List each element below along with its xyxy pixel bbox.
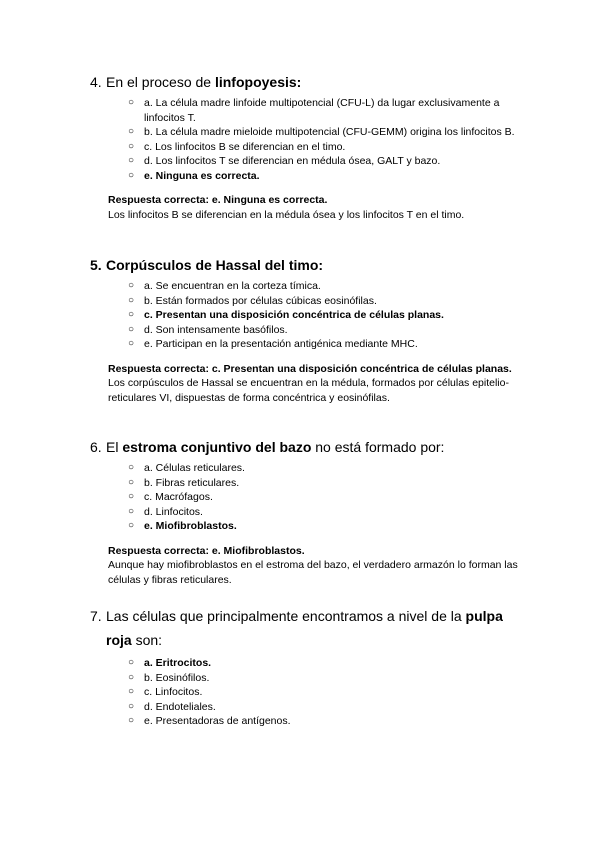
option-d [128, 154, 530, 169]
question-6 [90, 437, 530, 587]
bullet-circle-icon: ○ [128, 657, 135, 668]
bullet-circle-icon: ○ [128, 155, 135, 166]
option-b [128, 294, 530, 309]
answer-label: Respuesta correcta: e. Ninguna es correcta. [108, 194, 328, 206]
option-c [128, 685, 530, 700]
option-a [128, 461, 530, 476]
question-number: 4. [90, 74, 102, 90]
option-text: b. Eosinófilos. [144, 671, 210, 684]
option-text: c. Macrófagos. [144, 491, 213, 503]
question-title [90, 437, 530, 457]
answer-explanation: Los linfocitos B se diferencian en la médula ósea y los linfocitos T en el timo. [108, 208, 465, 221]
title-bold-text: pulpa roja [106, 608, 503, 648]
title-bold-text: Corpúsculos de Hassal del timo: [106, 257, 324, 273]
title-bold-text: linfopoyesis: [214, 74, 302, 90]
bullet-circle-icon: ○ [128, 294, 135, 306]
bullet-circle-icon: ○ [128, 715, 135, 726]
option-text: e. Miofibroblastos. [144, 520, 237, 532]
option-text: a. Se encuentran en la corteza tímica. [144, 280, 321, 292]
bullet-circle-icon: ○ [128, 491, 135, 502]
bullet-circle-icon: ○ [128, 462, 135, 473]
option-b [128, 476, 530, 491]
title-text: Las células que principalmente encontramos a nivel de la [106, 608, 466, 624]
option-a [128, 96, 530, 125]
question-text [106, 255, 530, 275]
option-text: b. Están formados por células cúbicas eosinófilas. [144, 294, 377, 307]
option-d [128, 323, 530, 338]
title-bold-text: estroma conjuntivo del bazo [122, 439, 312, 455]
option-d [128, 700, 530, 715]
options-list [90, 461, 530, 534]
bullet-circle-icon: ○ [128, 671, 135, 683]
option-text: a. Células reticulares. [144, 462, 245, 474]
answer-block [90, 362, 530, 406]
question-title [90, 255, 530, 275]
options-list [90, 96, 530, 183]
option-a [128, 656, 530, 671]
question-text [106, 72, 530, 92]
option-b [128, 125, 530, 140]
question-number: 6. [90, 439, 102, 455]
answer-label: Respuesta correcta: e. Miofibroblastos. [108, 544, 305, 557]
bullet-circle-icon: ○ [128, 520, 135, 531]
question-7 [90, 604, 530, 729]
option-text: e. Presentadoras de antígenos. [144, 715, 291, 727]
question-4 [90, 72, 530, 222]
option-c [128, 140, 530, 155]
title-text-after: son: [131, 632, 163, 648]
bullet-circle-icon: ○ [128, 97, 135, 108]
bullet-circle-icon: ○ [128, 126, 135, 137]
bullet-circle-icon: ○ [128, 338, 135, 349]
option-e [128, 337, 530, 352]
answer-explanation: Los corpúsculos de Hassal se encuentran en la médula, formados por células epitelio-reticulares VI, dispuestas de forma concéntrica y eosinófilas. [108, 377, 509, 404]
option-text: c. Linfocitos. [144, 686, 203, 698]
question-number: 5. [90, 257, 102, 273]
option-text: c. Los linfocitos B se diferencian en el timo. [144, 140, 346, 153]
bullet-circle-icon: ○ [128, 309, 135, 320]
answer-block [90, 544, 530, 588]
option-text: e. Participan en la presentación antigénica mediante MHC. [144, 338, 418, 350]
option-text: d. Endoteliales. [144, 700, 216, 713]
option-text: d. Los linfocitos T se diferencian en médula ósea, GALT y bazo. [144, 155, 441, 167]
answer-label: Respuesta correcta: c. Presentan una disposición concéntrica de células planas. [108, 362, 512, 375]
bullet-circle-icon: ○ [128, 323, 135, 335]
question-text [106, 437, 530, 457]
bullet-circle-icon: ○ [128, 700, 135, 712]
bullet-circle-icon: ○ [128, 505, 135, 517]
option-e [128, 169, 530, 184]
option-c [128, 490, 530, 505]
option-text: d. Linfocitos. [144, 505, 203, 518]
option-b [128, 671, 530, 686]
option-text: b. La célula madre mieloide multipotencial (CFU-GEMM) origina los linfocitos B. [144, 126, 515, 138]
bullet-circle-icon: ○ [128, 476, 135, 488]
title-text-after: no está formado por: [311, 439, 445, 455]
bullet-circle-icon: ○ [128, 686, 135, 697]
option-e [128, 519, 530, 534]
bullet-circle-icon: ○ [128, 140, 135, 152]
option-text: c. Presentan una disposición concéntrica de células planas. [144, 309, 444, 321]
options-list [90, 656, 530, 729]
option-text: b. Fibras reticulares. [144, 476, 240, 489]
bullet-circle-icon: ○ [128, 280, 135, 291]
option-text: e. Ninguna es correcta. [144, 169, 260, 182]
option-c [128, 308, 530, 323]
option-d [128, 505, 530, 520]
question-text [106, 604, 530, 652]
options-list [90, 279, 530, 352]
option-a [128, 279, 530, 294]
title-text: En el proceso de [106, 74, 215, 90]
title-text: El [106, 439, 123, 455]
option-text: a. La célula madre linfoide multipotencial (CFU-L) da lugar exclusivamente a linfocitos T. [144, 97, 500, 124]
answer-block [90, 193, 530, 222]
question-title [90, 604, 530, 652]
option-text: a. Eritrocitos. [144, 657, 212, 669]
question-number: 7. [90, 608, 102, 624]
question-5 [90, 255, 530, 405]
question-title [90, 72, 530, 92]
bullet-circle-icon: ○ [128, 169, 135, 181]
option-e [128, 714, 530, 729]
answer-explanation: Aunque hay miofibroblastos en el estroma del bazo, el verdadero armazón lo forman las células y fibras reticulares. [108, 559, 518, 586]
option-text: d. Son intensamente basófilos. [144, 323, 288, 336]
